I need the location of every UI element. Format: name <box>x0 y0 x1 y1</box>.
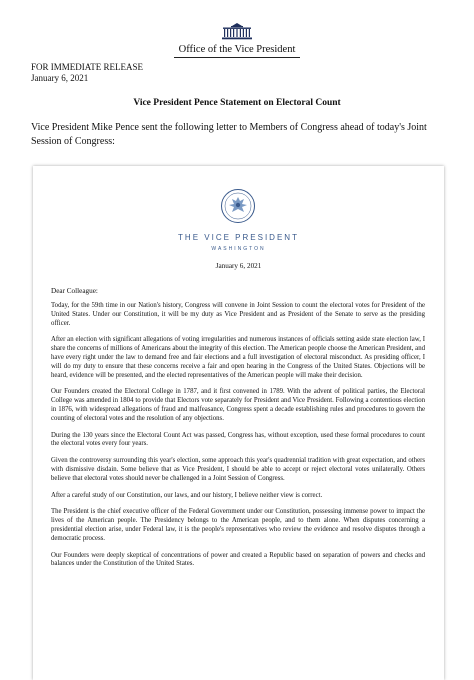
letter-paragraph: During the 130 years since the Electoral Count Act was passed, Congress has, without exception, used these formal procedures to count the electoral votes every four years. <box>51 431 425 448</box>
white-house-icon <box>221 22 253 40</box>
vice-president-seal-icon <box>220 188 256 224</box>
release-block <box>31 62 143 84</box>
letter-paragraph: After an election with significant allegations of voting irregularities and numerous instances of officials setting aside state election law, I share the concerns of millions of Americans about the integrity of this election. The American people choose the American President, and have every right under the law to demand free and fair elections and a full investigation of electoral misconduct. As presiding officer, I will do my duty to ensure that these concerns receive a fair and open hearing in the Congress of the United States. Objections will be heard, evidence will be presented, and the elected representatives of the American people will make their decision. <box>51 336 425 379</box>
letter-paragraph: Today, for the 59th time in our Nation's history, Congress will convene in Joint Session to count the electoral votes for President of the United States. Under our Constitution, it will be my duty as Vice President and as President of the Senate to serve as the presiding officer. <box>51 302 425 327</box>
letter-image <box>33 166 444 680</box>
letter-paragraph: Our Founders were deeply skeptical of concentrations of power and created a Republic based on separation of powers and checks and balances under the Constitution of the United States. <box>51 551 425 568</box>
office-title: Office of the Vice President <box>178 44 296 55</box>
letter-paragraph: Given the controversy surrounding this year's election, some approach this year's quadrennial tradition with great expectation, and others with dismissive disdain. Some believe that as Vice President, I should be able to accept or reject electoral votes unilaterally. Others believe that electoral votes should never be challenged in a Joint Session of Congress. <box>51 457 425 482</box>
letter-date: January 6, 2021 <box>215 262 262 270</box>
letterhead-title: THE VICE PRESIDENT <box>178 233 299 242</box>
release-label: FOR IMMEDIATE RELEASE <box>31 62 143 72</box>
header-divider <box>174 57 300 58</box>
letterhead-subtitle: WASHINGTON <box>211 246 266 252</box>
letter-paragraph: After a careful study of our Constitution, our laws, and our history, I believe neither view is correct. <box>51 491 323 499</box>
statement-title: Vice President Pence Statement on Electoral Count <box>133 98 341 108</box>
letter-body <box>51 302 425 577</box>
intro-text: Vice President Mike Pence sent the following letter to Members of Congress ahead of today's Joint Session of Congress: <box>31 122 427 147</box>
letter-paragraph: The President is the chief executive officer of the Federal Government under our Constitution, possessing immense power to impact the lives of the American people. The Presidency belongs to the American people, and to them alone. When disputes concerning a presidential election arise, under Federal law, it is the people's representatives who review the evidence and resolve disputes through a democratic process. <box>51 508 425 542</box>
letter-paragraph: Our Founders created the Electoral College in 1787, and it first convened in 1789. With the advent of political parties, the Electoral College was amended in 1804 to provide that Electors vote separately for President and Vice President. Following a contentious election in 1876, with widespread allegations of fraud and malfeasance, Congress spent a decade establishing rules and procedures to govern the counting of electoral votes and the resolution of any objections. <box>51 388 425 422</box>
letter-salutation: Dear Colleague: <box>51 287 98 295</box>
release-date: January 6, 2021 <box>31 73 89 83</box>
